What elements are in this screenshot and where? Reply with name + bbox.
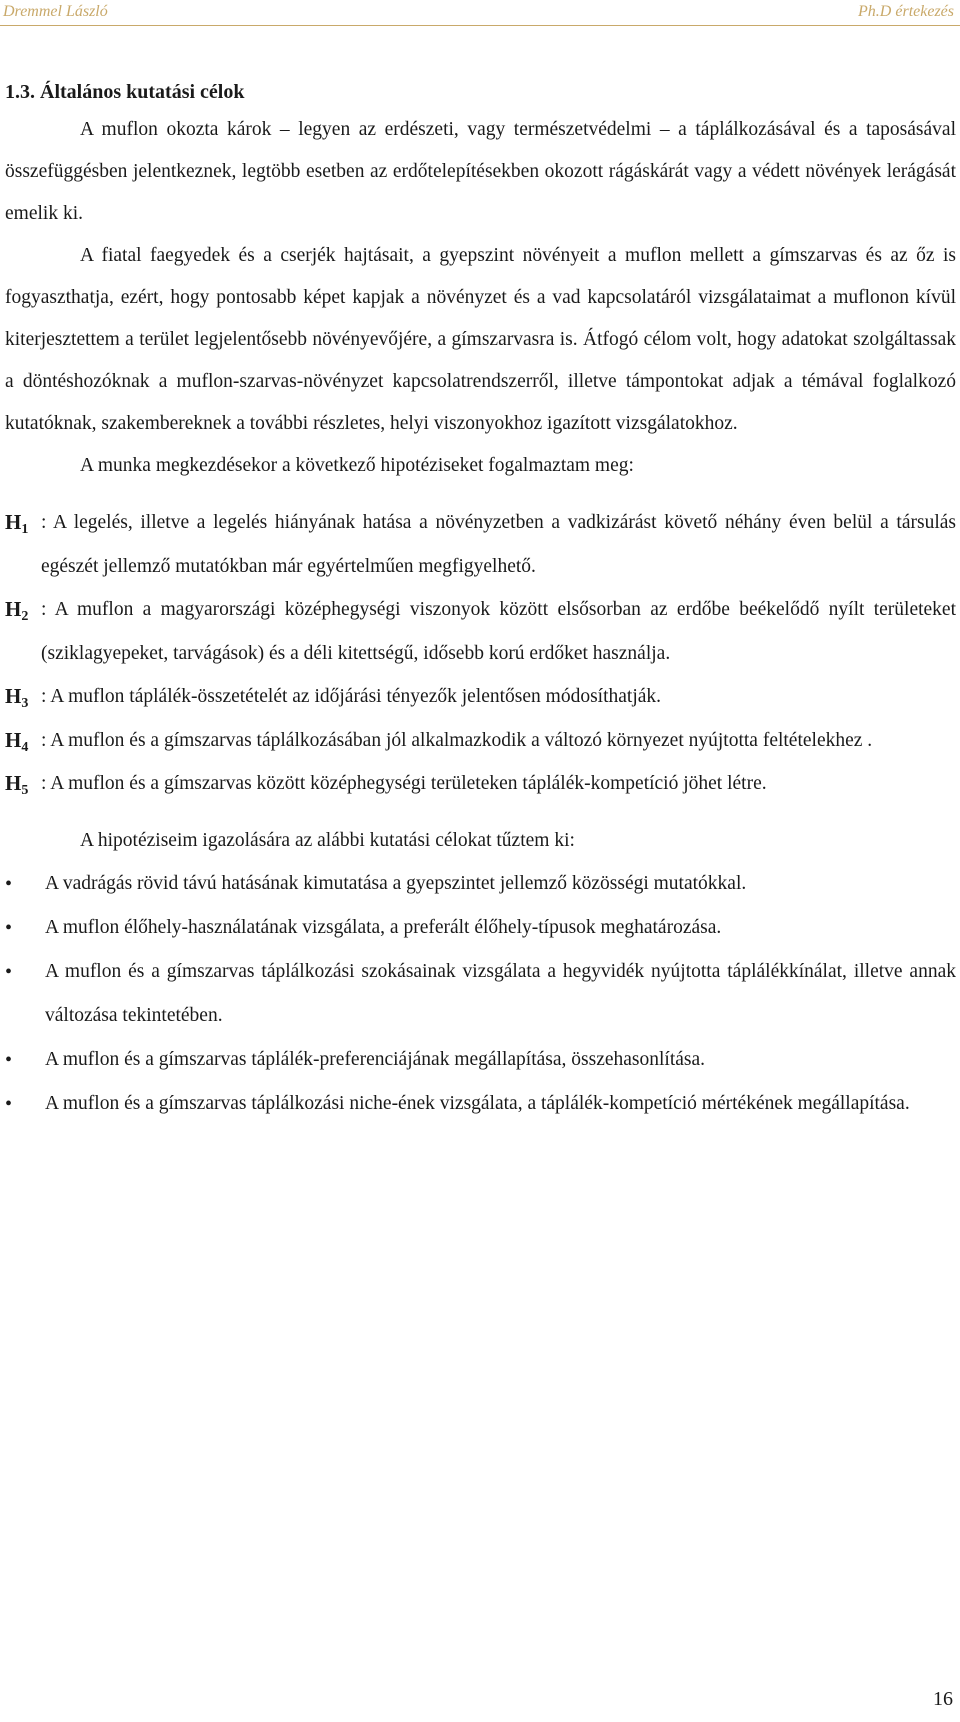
goal-text: A muflon és a gímszarvas táplálkozási niche-ének vizsgálata, a táplálék-kompetíció mértékének megállapítása. — [45, 1092, 910, 1114]
hypothesis-item: $H_5$ : A muflon és a gímszarvas között középhegységi területeken táplálék-kompetíció jöhet létre. — [5, 762, 956, 806]
goal-item — [5, 1082, 956, 1126]
bullet-icon: • — [5, 1048, 13, 1071]
section-heading: 1.3. Általános kutatási célok — [5, 81, 245, 103]
hypothesis-label: $H_5$ — [5, 771, 29, 798]
hypothesis-text: A legelés, illetve a legelés hiányának hatása a növényzetben a vadkizárást követő néhány éven belül a társulás egészét jellemző mutatókban már egyértelműen megfigyelhető. — [41, 512, 956, 577]
header-rule — [0, 25, 960, 26]
hypothesis-text: A muflon és a gímszarvas között középhegységi területeken táplálék-kompetíció jöhet létre. — [50, 773, 767, 794]
header-doc-type: Ph.D értekezés — [858, 3, 954, 20]
goal-text: A muflon és a gímszarvas táplálkozási szokásainak vizsgálata a hegyvidék nyújtotta táplálékkínálat, illetve annak változása tekintetében. — [45, 960, 956, 1026]
hypothesis-list — [5, 501, 956, 806]
hypothesis-label: $H_2$ — [5, 597, 29, 624]
goal-text: A vadrágás rövid távú hatásának kimutatása a gyepszintet jellemző közösségi mutatókkal. — [45, 872, 747, 894]
hypothesis-item: $H_1$ : A legelés, illetve a legelés hiányának hatása a növényzetben a vadkizárást követő néhány éven belül a társulás egészét jellemző mutatókban már egyértelműen megfigyelhető. — [5, 501, 956, 588]
hypothesis-text: A muflon és a gímszarvas táplálkozásában jól alkalmazkodik a változó környezet nyújtotta feltételekhez . — [50, 729, 873, 751]
bullet-icon: • — [5, 960, 13, 983]
goal-item — [5, 950, 956, 1038]
goal-item — [5, 1038, 956, 1082]
page-number: 16 — [933, 1688, 953, 1710]
page-body — [5, 78, 956, 1126]
hypothesis-text: A muflon táplálék-összetételét az időjárási tényezők jelentősen módosíthatják. — [50, 686, 662, 707]
bullet-icon: • — [5, 916, 13, 939]
hypothesis-label: $H_3$ — [5, 684, 29, 711]
hypotheses-intro: A munka megkezdésekor a következő hipotéziseket fogalmaztam meg: — [80, 455, 634, 476]
page-header — [0, 0, 960, 27]
goal-text: A muflon élőhely-használatának vizsgálata, a preferált élőhely-típusok meghatározása. — [45, 916, 722, 938]
hypothesis-item: $H_2$ : A muflon a magyarországi középhegységi viszonyok között elsősorban az erdőbe beékelődő nyílt területeket (sziklagyepeket, tarvágások) és a déli kitettségű, idősebb korú erdőket használja. — [5, 588, 956, 675]
paragraph-1: A muflon okozta károk – legyen az erdészeti, vagy természetvédelmi – a táplálkozásával és a taposásával összefüggésben jelentkeznek, legtöbb esetben az erdőtelepítésekben okozott rágáskárát vagy a védett növények lerágását emelik ki. — [5, 119, 956, 224]
bullet-icon: • — [5, 872, 13, 895]
bullet-icon: • — [5, 1092, 13, 1115]
header-author: Dremmel László — [3, 3, 108, 20]
hypothesis-item: $H_4$ : A muflon és a gímszarvas táplálkozásában jól alkalmazkodik a változó környezet nyújtotta feltételekhez . — [5, 719, 956, 763]
hypothesis-text: A muflon a magyarországi középhegységi viszonyok között elsősorban az erdőbe beékelődő nyílt területeket (sziklagyepeket, tarvágások) és a déli kitettségű, idősebb korú erdőket használja. — [41, 599, 957, 664]
goal-list — [5, 862, 956, 1126]
hypothesis-item: $H_3$ : A muflon táplálék-összetételét az időjárási tényezők jelentősen módosíthatják. — [5, 675, 956, 719]
goal-text: A muflon és a gímszarvas táplálék-preferenciájának megállapítása, összehasonlítása. — [45, 1048, 706, 1070]
goal-item — [5, 862, 956, 906]
paragraph-2: A fiatal faegyedek és a cserjék hajtásait, a gyepszint növényeit a muflon mellett a gímszarvas és az őz is fogyaszthatja, ezért, hogy pontosabb képet kapjak a növényzet és a vad kapcsolatáról vizsgálataimat a muflonon kívül kiterjesztettem a terület legjelentősebb növényevőjére, a gímszarvasra is. Átfogó célom volt, hogy adatokat szolgáltassak a döntéshozóknak a muflon-szarvas-növényzet kapcsolatrendszerről, illetve támpontokat adjak a témával foglalkozó kutatóknak, szakembereknek a további részletes, helyi viszonyokhoz igazított vizsgálatokhoz. — [5, 245, 956, 434]
goals-intro: A hipotéziseim igazolására az alábbi kutatási célokat tűztem ki: — [80, 829, 575, 851]
hypothesis-label: $H_1$ — [5, 510, 29, 537]
hypothesis-label: $H_4$ — [5, 727, 29, 755]
goal-item — [5, 906, 956, 950]
